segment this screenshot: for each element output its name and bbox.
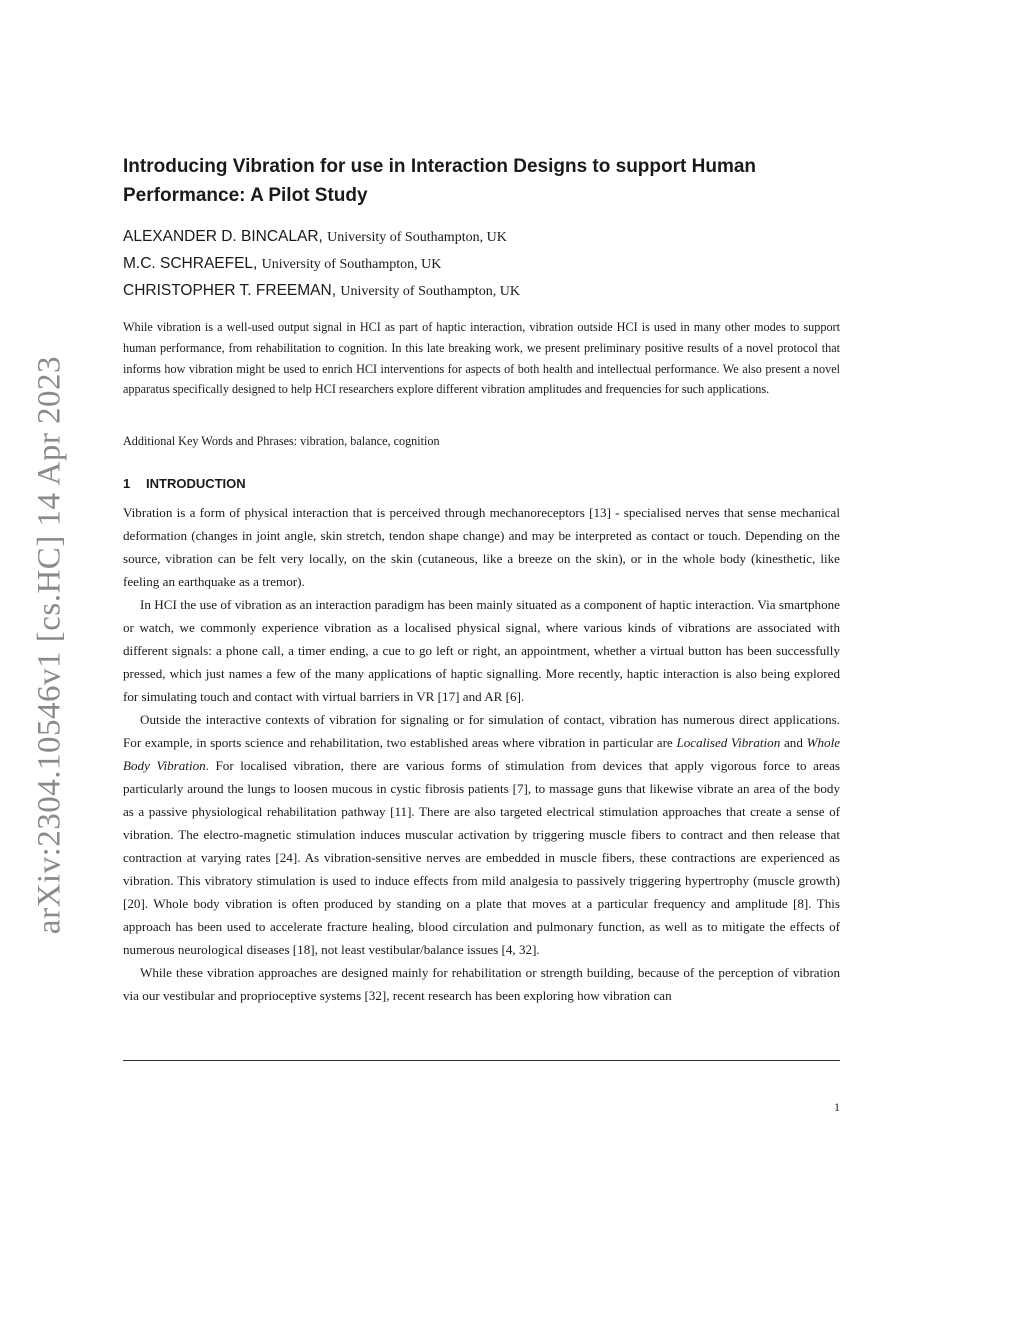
abstract: While vibration is a well-used output signal in HCI as part of haptic interaction, vibration outside HCI is used in many other modes to support human performance, from rehabilitation to cognition. In this late breaking work, we present preliminary positive results of a novel protocol that informs how vibration might be used to enrich HCI interventions for aspects of both health and intellectual performance. We also present a novel apparatus specifically designed to help HCI researchers explore different vibration amplitudes and frequencies for such applications. [123, 320, 840, 397]
paragraph-text: . For localised vibration, there are various forms of stimulation from devices that apply vigorous force to areas particularly around the lungs to loosen mucous in cystic fibrosis patients [7], to massage guns that likewise vibrate an area of the body as a passive physiological rehabilitation pathway [11]. There are also targeted electrical stimulation approaches that create a sense of vibration. The electro-magnetic stimulation induces muscular activation by triggering muscle fibers to contract and then release that contraction at varying rates [24]. As vibration-sensitive nerves are embedded in muscle fibers, these contractions are experienced as vibration. This vibratory stimulation is used to induce effects from mild analgesia to passively triggering hypertrophy (muscle growth) [20]. Whole body vibration is often produced by standing on a plate that moves at a particular frequency and amplitude [8]. This approach has been used to accelerate fracture healing, blood circulation and pulmonary function, as well as to mitigate the effects of numerous neurological diseases [18], not least vestibular/balance issues [4, 32]. [123, 758, 840, 957]
author-line [123, 282, 520, 300]
author-affiliation: University of Southampton, UK [261, 257, 442, 272]
section-body [123, 501, 840, 1007]
author-line [123, 228, 507, 246]
paragraph: Vibration is a form of physical interaction that is perceived through mechanoreceptors [13] - specialised nerves that sense mechanical deformation (changes in joint angle, skin stretch, tendon shape change) and may be interpreted as contact or touch. Depending on the source, vibration can be felt very locally, on the skin (cutaneous, like a breeze on the skin), or in the whole body (kinesthetic, like feeling an earthquake as a tremor). [123, 505, 840, 589]
paragraph [123, 708, 840, 961]
paragraph: In HCI the use of vibration as an interaction paradigm has been mainly situated as a component of haptic interaction. Via smartphone or watch, we commonly experience vibration as a localised physical signal, where various kinds of vibrations are associated with different signals: a phone call, a timer ending, a cue to go left or right, an appointment, whether a virtual button has been successfully pressed, which just names a few of the many applications of haptic signalling. More recently, haptic interaction is also being explored for simulating touch and contact with virtual barriers in VR [17] and AR [6]. [123, 597, 840, 704]
author-name: ALEXANDER D. BINCALAR, [123, 228, 323, 245]
author-affiliation: University of Southampton, UK [340, 284, 520, 299]
section-title: INTRODUCTION [146, 476, 246, 491]
author-line [123, 255, 441, 273]
author-affiliation: University of Southampton, UK [327, 230, 507, 245]
paper-title: Introducing Vibration for use in Interaction Designs to support Human Performance: A Pilot Study [123, 156, 757, 206]
section-heading [123, 474, 246, 494]
paragraph: While these vibration approaches are designed mainly for rehabilitation or strength building, because of the perception of vibration via our vestibular and proprioceptive systems [32], recent research has been exploring how vibration can [123, 965, 840, 1003]
keywords: Additional Key Words and Phrases: vibration, balance, cognition [123, 434, 440, 448]
author-name: M.C. SCHRAEFEL, [123, 255, 258, 272]
footer-rule [123, 1060, 840, 1061]
author-name: CHRISTOPHER T. FREEMAN, [123, 282, 337, 299]
paragraph-text: and [780, 735, 807, 750]
section-number: 1 [123, 476, 131, 491]
emphasis-term: Localised Vibration [676, 735, 781, 750]
page-number: 1 [834, 1100, 840, 1114]
emphasis-term: Whole Body Vibration [123, 735, 841, 773]
paragraph-text: Outside the interactive contexts of vibration for signaling or for simulation of contact, vibration has numerous direct applications. For example, in sports science and rehabilitation, two established areas where vibration in particular are [123, 712, 840, 750]
arxiv-identifier: arXiv:2304.10546v1 [cs.HC] 14 Apr 2023 [31, 355, 68, 935]
